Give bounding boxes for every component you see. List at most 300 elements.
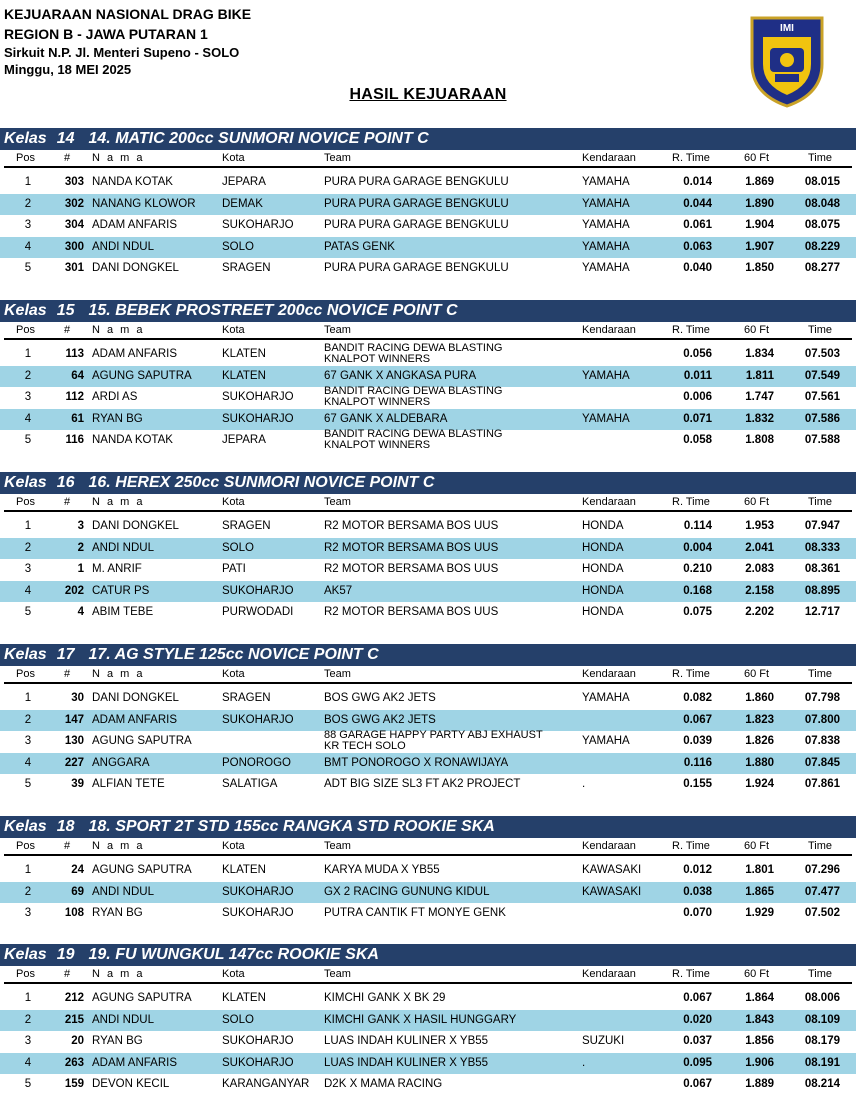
cell-pos: 1 [24, 864, 32, 876]
cell-rtime: 0.038 [683, 885, 712, 898]
cell-rtime: 0.095 [683, 1056, 712, 1069]
cell-time: 07.549 [804, 369, 840, 382]
cell-rtime: 0.114 [683, 520, 712, 532]
cell-team: KIMCHI GANK X HASIL HUNGGARY [324, 1013, 517, 1026]
report-title: HASIL KEJUARAAN [349, 86, 507, 103]
cell-kota: SUKOHARJO [222, 391, 294, 404]
cell-time: 07.800 [804, 713, 840, 726]
column-header-pos: Pos [16, 840, 35, 852]
cell-no: 202 [64, 584, 84, 597]
cell-rtime: 0.011 [683, 369, 712, 382]
column-header-no: # [64, 968, 71, 980]
cell-rtime: 0.075 [683, 606, 712, 619]
cell-pos: 2 [24, 541, 32, 554]
cell-no: 4 [77, 606, 84, 619]
cell-no: 300 [64, 240, 84, 253]
cell-kendaraan: YAMAHA [582, 240, 630, 253]
cell-time: 08.075 [804, 219, 840, 232]
column-header-name: N a m a [92, 496, 145, 508]
result-row [0, 753, 856, 775]
cell-name: ANGGARA [92, 756, 150, 769]
event-header [4, 4, 251, 78]
column-header-kendaraan: Kendaraan [582, 152, 636, 164]
column-header-ft60: 60 Ft [744, 968, 770, 980]
cell-time: 08.006 [804, 992, 840, 1004]
cell-ft60: 1.860 [745, 692, 774, 704]
column-header-ft60: 60 Ft [744, 324, 770, 336]
cell-time: 07.861 [804, 778, 840, 791]
column-header-time: Time [808, 840, 833, 852]
column-header-kota: Kota [222, 152, 245, 164]
cell-no: 3 [77, 520, 84, 532]
cell-kota: KLATEN [222, 348, 266, 360]
column-header-time: Time [808, 324, 833, 336]
class-title-bar [0, 944, 856, 966]
cell-kendaraan: YAMAHA [582, 692, 630, 704]
class-name: 17. AG STYLE 125cc NOVICE POINT C [88, 646, 379, 663]
cell-team: KIMCHI GANK X BK 29 [324, 992, 446, 1004]
cell-team: 88 GARAGE HAPPY PARTY ABJ EXHAUST KR TECH SOLO [324, 729, 543, 753]
class-number: 14 [56, 130, 75, 147]
cell-rtime: 0.056 [683, 348, 712, 360]
cell-time: 07.947 [804, 520, 840, 532]
cell-ft60: 1.865 [745, 885, 774, 898]
result-row [0, 710, 856, 732]
cell-kota: SUKOHARJO [222, 907, 294, 920]
cell-rtime: 0.058 [683, 434, 712, 447]
cell-rtime: 0.067 [683, 1078, 712, 1091]
cell-rtime: 0.067 [683, 992, 712, 1004]
cell-time: 07.561 [804, 391, 840, 404]
cell-name: ANDI NDUL [92, 1013, 154, 1026]
column-header-ft60: 60 Ft [744, 668, 770, 680]
cell-no: 147 [64, 713, 84, 726]
cell-team: 67 GANK X ANGKASA PURA [324, 369, 477, 382]
cell-time: 08.214 [804, 1078, 840, 1091]
cell-kendaraan: . [582, 1056, 586, 1069]
result-row [0, 1053, 856, 1075]
cell-rtime: 0.210 [683, 563, 712, 576]
column-header-kendaraan: Kendaraan [582, 968, 636, 980]
cell-team: PUTRA CANTIK FT MONYE GENK [324, 907, 506, 920]
column-header-kota: Kota [222, 968, 245, 980]
cell-time: 08.333 [804, 541, 840, 554]
class-name: 19. FU WUNGKUL 147cc ROOKIE SKA [88, 946, 379, 963]
cell-team: PURA PURA GARAGE BENGKULU [324, 197, 509, 210]
cell-ft60: 1.904 [745, 219, 774, 232]
cell-rtime: 0.039 [683, 735, 712, 748]
cell-pos: 3 [24, 907, 32, 920]
event-name: KEJUARAAN NASIONAL DRAG BIKE [4, 6, 252, 22]
cell-rtime: 0.012 [683, 864, 712, 876]
cell-pos: 3 [24, 735, 32, 748]
column-header-ft60: 60 Ft [744, 496, 770, 508]
cell-time: 08.229 [804, 240, 840, 253]
cell-ft60: 1.843 [745, 1013, 774, 1026]
result-row [0, 237, 856, 259]
class-title-bar [0, 300, 856, 322]
event-date: Minggu, 18 MEI 2025 [4, 62, 132, 77]
cell-kendaraan: HONDA [582, 520, 624, 532]
cell-kendaraan: HONDA [582, 606, 624, 619]
column-header-kota: Kota [222, 324, 245, 336]
cell-kendaraan: KAWASAKI [582, 864, 642, 876]
cell-no: 69 [71, 885, 84, 898]
result-row [0, 903, 856, 925]
cell-rtime: 0.067 [683, 713, 712, 726]
result-row [0, 366, 856, 388]
cell-pos: 3 [24, 1035, 32, 1048]
result-row [0, 387, 856, 409]
cell-ft60: 1.808 [745, 434, 774, 447]
cell-no: 304 [64, 219, 84, 232]
column-header-row [0, 150, 856, 166]
class-section [0, 300, 856, 452]
class-title-bar [0, 128, 856, 150]
result-row [0, 344, 856, 366]
cell-pos: 5 [24, 778, 32, 791]
column-header-time: Time [808, 496, 833, 508]
cell-kota: KARANGANYAR [222, 1078, 310, 1091]
class-label: Kelas [4, 474, 47, 491]
cell-rtime: 0.014 [683, 176, 712, 188]
column-header-team: Team [324, 496, 351, 508]
cell-pos: 2 [24, 369, 32, 382]
result-row [0, 988, 856, 1010]
column-header-time: Time [808, 968, 833, 980]
cell-ft60: 1.890 [745, 197, 774, 210]
column-header-pos: Pos [16, 496, 35, 508]
cell-kota: SUKOHARJO [222, 1035, 294, 1048]
result-row [0, 516, 856, 538]
cell-ft60: 1.929 [745, 907, 774, 920]
cell-kota: KLATEN [222, 369, 266, 382]
cell-time: 08.191 [804, 1056, 840, 1069]
column-header-team: Team [324, 840, 351, 852]
cell-time: 07.502 [804, 907, 840, 920]
cell-team: BOS GWG AK2 JETS [324, 692, 436, 704]
class-title-bar [0, 472, 856, 494]
cell-kota: SUKOHARJO [222, 584, 294, 597]
column-header-row [0, 966, 856, 982]
cell-team: PURA PURA GARAGE BENGKULU [324, 219, 509, 232]
cell-no: 30 [71, 692, 84, 704]
column-header-team: Team [324, 152, 351, 164]
cell-name: M. ANRIF [92, 563, 142, 576]
result-row [0, 430, 856, 452]
column-header-rtime: R. Time [672, 668, 710, 680]
column-header-rtime: R. Time [672, 968, 710, 980]
cell-name: ADAM ANFARIS [92, 348, 177, 360]
cell-ft60: 1.747 [745, 391, 774, 404]
cell-ft60: 2.083 [745, 563, 774, 576]
cell-time: 07.503 [804, 348, 840, 360]
column-header-no: # [64, 324, 71, 336]
class-number: 17 [56, 646, 75, 663]
result-row [0, 172, 856, 194]
cell-pos: 5 [24, 434, 32, 447]
cell-rtime: 0.040 [683, 262, 712, 275]
column-header-kendaraan: Kendaraan [582, 496, 636, 508]
cell-rtime: 0.070 [683, 907, 712, 920]
class-section [0, 944, 856, 1096]
cell-name: AGUNG SAPUTRA [92, 992, 192, 1004]
cell-pos: 2 [24, 713, 32, 726]
column-header-pos: Pos [16, 152, 35, 164]
class-section [0, 472, 856, 624]
cell-kota: DEMAK [222, 197, 263, 210]
class-label: Kelas [4, 302, 47, 319]
cell-ft60: 1.811 [745, 369, 774, 382]
cell-kendaraan: YAMAHA [582, 176, 630, 188]
cell-rtime: 0.020 [683, 1013, 712, 1026]
cell-kota: PATI [222, 563, 246, 576]
cell-pos: 3 [24, 563, 32, 576]
class-label: Kelas [4, 818, 47, 835]
cell-name: NANDA KOTAK [92, 176, 173, 188]
cell-pos: 2 [24, 1013, 32, 1026]
cell-ft60: 2.158 [745, 584, 774, 597]
cell-team: KARYA MUDA X YB55 [324, 864, 440, 876]
cell-ft60: 1.823 [745, 713, 774, 726]
cell-name: ANDI NDUL [92, 541, 154, 554]
cell-kendaraan: HONDA [582, 584, 624, 597]
cell-ft60: 1.864 [745, 992, 774, 1004]
column-header-no: # [64, 152, 71, 164]
cell-kota: SUKOHARJO [222, 1056, 294, 1069]
column-header-team: Team [324, 324, 351, 336]
cell-kendaraan: YAMAHA [582, 735, 630, 748]
result-row [0, 581, 856, 603]
class-name: 16. HEREX 250cc SUNMORI NOVICE POINT C [88, 474, 435, 491]
cell-no: 112 [65, 391, 84, 404]
cell-name: AGUNG SAPUTRA [92, 369, 192, 382]
cell-no: 116 [65, 434, 84, 447]
class-section [0, 816, 856, 925]
column-header-ft60: 60 Ft [744, 840, 770, 852]
cell-ft60: 1.801 [745, 864, 774, 876]
class-number: 19 [56, 946, 75, 963]
class-name: 14. MATIC 200cc SUNMORI NOVICE POINT C [88, 130, 429, 147]
cell-no: 20 [71, 1035, 84, 1048]
result-row [0, 1074, 856, 1096]
cell-kota: KLATEN [222, 992, 266, 1004]
cell-no: 212 [64, 992, 84, 1004]
cell-no: 1 [77, 563, 84, 576]
cell-team: BANDIT RACING DEWA BLASTING KNALPOT WINNERS [324, 385, 503, 409]
cell-ft60: 1.850 [745, 262, 774, 275]
cell-time: 07.588 [804, 434, 840, 447]
cell-team: LUAS INDAH KULINER X YB55 [324, 1035, 489, 1048]
cell-ft60: 2.041 [745, 541, 774, 554]
cell-time: 07.838 [804, 735, 840, 748]
cell-no: 24 [71, 864, 84, 876]
cell-kendaraan: YAMAHA [582, 197, 630, 210]
class-title-bar [0, 816, 856, 838]
column-header-row [0, 666, 856, 682]
cell-team: LUAS INDAH KULINER X YB55 [324, 1056, 489, 1069]
cell-no: 303 [64, 176, 84, 188]
column-header-kendaraan: Kendaraan [582, 840, 636, 852]
class-number: 15 [56, 302, 75, 319]
cell-pos: 1 [24, 692, 32, 704]
result-row [0, 1010, 856, 1032]
event-venue: Sirkuit N.P. Jl. Menteri Supeno - SOLO [4, 45, 240, 60]
cell-time: 08.048 [804, 197, 840, 210]
cell-team: PATAS GENK [324, 240, 395, 253]
cell-kendaraan: HONDA [582, 563, 624, 576]
result-row [0, 774, 856, 796]
class-number: 16 [56, 474, 75, 491]
cell-name: ANDI NDUL [92, 240, 154, 253]
column-header-rtime: R. Time [672, 324, 710, 336]
cell-team: BMT PONOROGO X RONAWIJAYA [324, 756, 509, 769]
column-header-rtime: R. Time [672, 840, 710, 852]
cell-team: PURA PURA GARAGE BENGKULU [324, 176, 509, 188]
cell-rtime: 0.037 [683, 1035, 712, 1048]
column-header-rtime: R. Time [672, 152, 710, 164]
cell-ft60: 1.834 [745, 348, 774, 360]
cell-pos: 5 [24, 606, 32, 619]
cell-name: ANDI NDUL [92, 885, 154, 898]
cell-pos: 3 [24, 219, 32, 232]
cell-rtime: 0.061 [683, 219, 712, 232]
cell-team: AK57 [324, 584, 353, 597]
column-header-team: Team [324, 968, 351, 980]
cell-pos: 2 [24, 885, 32, 898]
cell-kendaraan: YAMAHA [582, 262, 630, 275]
cell-name: RYAN BG [92, 1035, 143, 1048]
cell-kendaraan: HONDA [582, 541, 624, 554]
column-header-rtime: R. Time [672, 496, 710, 508]
cell-time: 08.109 [804, 1013, 840, 1026]
cell-no: 130 [64, 735, 84, 748]
cell-time: 12.717 [804, 606, 840, 619]
class-section [0, 644, 856, 796]
cell-kota: SRAGEN [222, 262, 271, 275]
cell-kota: JEPARA [222, 176, 266, 188]
cell-no: 2 [77, 541, 84, 554]
result-row [0, 688, 856, 710]
cell-team: R2 MOTOR BERSAMA BOS UUS [324, 520, 499, 532]
cell-rtime: 0.006 [683, 391, 712, 404]
cell-kota: SALATIGA [222, 778, 278, 791]
cell-name: NANANG KLOWOR [92, 197, 196, 210]
cell-time: 07.845 [804, 756, 840, 769]
cell-time: 07.586 [804, 412, 840, 425]
cell-rtime: 0.044 [683, 197, 712, 210]
cell-name: AGUNG SAPUTRA [92, 864, 192, 876]
cell-name: ARDI AS [92, 391, 138, 404]
cell-no: 302 [64, 197, 84, 210]
result-row [0, 1031, 856, 1053]
cell-rtime: 0.116 [683, 756, 712, 769]
cell-no: 227 [64, 756, 84, 769]
cell-kendaraan: KAWASAKI [582, 885, 642, 898]
cell-pos: 1 [24, 520, 32, 532]
column-header-name: N a m a [92, 324, 145, 336]
result-row [0, 194, 856, 216]
column-header-row [0, 322, 856, 338]
cell-pos: 5 [24, 1078, 32, 1091]
class-label: Kelas [4, 130, 47, 147]
cell-time: 07.798 [804, 692, 840, 704]
cell-rtime: 0.004 [683, 541, 712, 554]
column-header-kota: Kota [222, 496, 245, 508]
column-header-row [0, 838, 856, 854]
cell-team: BANDIT RACING DEWA BLASTING KNALPOT WINNERS [324, 428, 503, 452]
column-header-name: N a m a [92, 840, 145, 852]
cell-team: R2 MOTOR BERSAMA BOS UUS [324, 563, 499, 576]
class-name: 15. BEBEK PROSTREET 200cc NOVICE POINT C [88, 302, 458, 319]
result-row [0, 731, 856, 753]
result-row [0, 860, 856, 882]
column-header-kota: Kota [222, 668, 245, 680]
cell-team: ADT BIG SIZE SL3 FT AK2 PROJECT [324, 778, 521, 791]
cell-no: 263 [64, 1056, 84, 1069]
cell-no: 215 [64, 1013, 84, 1026]
cell-time: 08.277 [804, 262, 840, 275]
cell-time: 08.015 [804, 176, 840, 188]
cell-name: DANI DONGKEL [92, 262, 179, 275]
cell-kota: KLATEN [222, 864, 266, 876]
cell-kota: SUKOHARJO [222, 219, 294, 232]
cell-name: DANI DONGKEL [92, 692, 179, 704]
cell-name: RYAN BG [92, 907, 143, 920]
cell-kota: PONOROGO [222, 756, 292, 769]
cell-ft60: 1.953 [745, 520, 774, 532]
cell-pos: 4 [24, 412, 32, 425]
result-row [0, 602, 856, 624]
cell-rtime: 0.168 [683, 584, 712, 597]
cell-team: R2 MOTOR BERSAMA BOS UUS [324, 541, 499, 554]
cell-name: ADAM ANFARIS [92, 713, 177, 726]
cell-name: DANI DONGKEL [92, 520, 179, 532]
cell-name: DEVON KECIL [92, 1078, 170, 1091]
cell-ft60: 1.826 [745, 735, 774, 748]
logo-mark-text: IMI [780, 23, 794, 34]
cell-time: 08.895 [804, 584, 840, 597]
cell-ft60: 1.924 [745, 778, 774, 791]
result-row [0, 409, 856, 431]
cell-kendaraan: YAMAHA [582, 412, 630, 425]
cell-kota: PURWODADI [222, 606, 294, 619]
cell-kota: SUKOHARJO [222, 885, 294, 898]
cell-pos: 1 [24, 176, 32, 188]
column-header-no: # [64, 840, 71, 852]
cell-kota: JEPARA [222, 434, 266, 447]
result-row [0, 882, 856, 904]
column-header-ft60: 60 Ft [744, 152, 770, 164]
cell-kota: SRAGEN [222, 520, 271, 532]
column-header-time: Time [808, 152, 833, 164]
class-name: 18. SPORT 2T STD 155cc RANGKA STD ROOKIE SKA [88, 818, 495, 835]
cell-time: 07.296 [804, 864, 840, 876]
cell-team: BANDIT RACING DEWA BLASTING KNALPOT WINNERS [324, 342, 503, 365]
cell-kendaraan: . [582, 778, 586, 791]
class-title-bar [0, 644, 856, 666]
result-row [0, 258, 856, 280]
column-header-row [0, 494, 856, 510]
class-number: 18 [56, 818, 75, 835]
cell-rtime: 0.082 [683, 692, 712, 704]
cell-name: AGUNG SAPUTRA [92, 735, 192, 748]
cell-ft60: 1.832 [745, 412, 774, 425]
cell-time: 07.477 [804, 885, 840, 898]
cell-ft60: 1.856 [745, 1035, 774, 1048]
cell-team: R2 MOTOR BERSAMA BOS UUS [324, 606, 499, 619]
cell-ft60: 1.869 [745, 176, 774, 188]
